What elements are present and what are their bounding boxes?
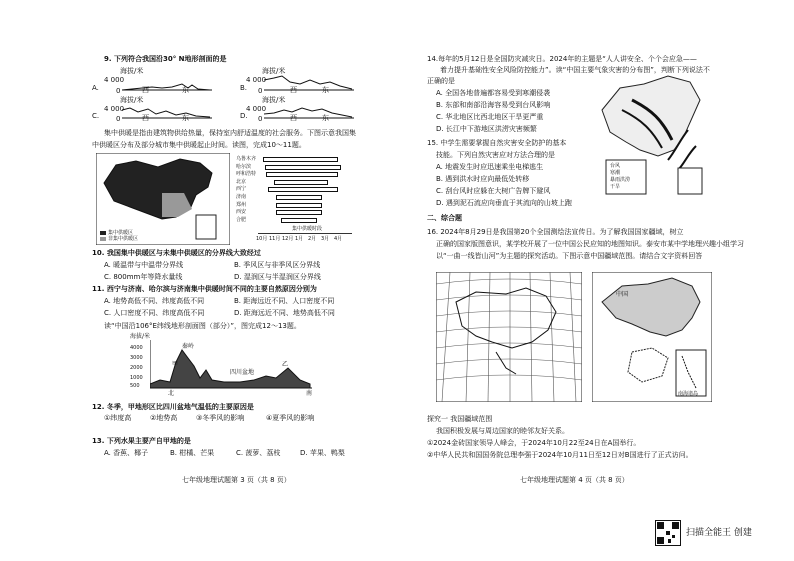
q12-option-4: ④夏季风的影响 <box>266 414 315 422</box>
chart-city-label: 哈尔滨 <box>236 163 252 170</box>
q15-option-d: D. 遇到泥石流应向垂直于其流向的山坡上跑 <box>436 199 572 207</box>
question-16-line3: 以“一曲一线皆山河”为主题的探究活动。下图示意中国疆域范围。请结合文字资料回答 <box>436 252 703 260</box>
q9-axis-label-c: 海拔/米 <box>120 96 144 104</box>
question-15-line2: 技能。下列自然灾害应对方法合理的是 <box>436 151 555 159</box>
q9-east-a: 东 <box>182 86 189 94</box>
chart-bar <box>276 210 322 215</box>
profile-line-a <box>122 70 212 92</box>
disaster-legend-typhoon: 台风 <box>610 163 621 169</box>
q9-west-d: 西 <box>290 114 297 122</box>
q10-option-b: B. 季风区与非季风区分界线 <box>234 261 321 269</box>
q9-axis-label-b: 海拔/米 <box>262 67 286 75</box>
chart-city-label: 郑州 <box>236 201 247 208</box>
profile-north: 北 <box>168 390 175 397</box>
profile-tick-2000: 2000 <box>130 365 143 371</box>
explore-1-title: 探究一 我国疆域范围 <box>427 415 493 423</box>
q10-option-a: A. 暖温带与中温带分界线 <box>104 261 184 269</box>
territory-grid-map <box>436 272 582 402</box>
explore-1-line3: ②中华人民共和国国务院总理李强于2024年10月11日至12日对B国进行了正式访问。 <box>427 451 693 459</box>
chart-city-label: 北京 <box>236 178 247 185</box>
profile-tick-500: 500 <box>130 383 140 389</box>
intro-heating-1: 集中供暖是指由建筑物供给热量，保持室内舒适温度的社会服务。下图示意我国集 <box>104 129 356 137</box>
footer-page-3: 七年级地理试题第 3 页（共 8 页） <box>182 476 291 484</box>
profile-south: 南 <box>306 390 313 397</box>
heating-bar-chart <box>236 153 352 245</box>
q12-option-3: ③冬季风的影响 <box>196 414 245 422</box>
chart-bar <box>266 172 338 177</box>
chart-month-label: 2月 <box>308 236 317 242</box>
q9-axis-label-d: 海拔/米 <box>262 96 286 104</box>
question-15-line1: 15. 中学生需要掌握自然灾害安全防护的基本 <box>427 139 567 147</box>
chart-bar <box>265 165 341 170</box>
question-10: 10. 我国集中供暖区与未集中供暖区的分界线大致经过 <box>92 249 261 257</box>
question-16-line2: 正确的国家版图意识，某学校开展了一位中国公民应知的地图知识。泰安市某中学地理兴趣小组学习 <box>436 240 744 248</box>
china-inset-map <box>592 272 712 402</box>
q9-zero-b: 0 <box>258 87 263 95</box>
chart-month-label: 4月 <box>334 236 343 242</box>
q14-option-a: A. 全国各地普遍都容易受到寒潮侵袭 <box>436 89 551 97</box>
map-legend-nonheating: 非集中供暖区 <box>108 236 139 242</box>
qr-code <box>655 520 681 546</box>
q13-option-c: C. 菠萝、荔枝 <box>236 449 281 457</box>
q14-option-b: B. 东部和南部沿海容易受到台风影响 <box>436 101 551 109</box>
q14-option-d: D. 长江中下游地区洪涝灾害频繁 <box>436 125 537 133</box>
territory-grid-svg <box>436 272 582 402</box>
q9-zero-c: 0 <box>116 115 121 123</box>
q14-option-c: C. 华北地区比西北地区干旱更严重 <box>436 113 544 121</box>
map-legend-heating: 集中供暖区 <box>108 230 134 236</box>
profile-label-sichuan: 四川盆地 <box>230 369 255 376</box>
q9-west-c: 西 <box>142 114 149 122</box>
chart-city-label: 济南 <box>236 194 247 200</box>
question-12: 12. 冬季，甲地形区比四川盆地气温低的主要原因是 <box>92 403 254 411</box>
q9-west-a: 西 <box>142 86 149 94</box>
q9-tick-c: 4 000 <box>104 105 125 113</box>
section-2-title: 二、综合题 <box>427 214 462 222</box>
q9-option-a: A. <box>92 84 99 92</box>
chart-bar <box>281 218 317 223</box>
question-9: 9. 下列符合我国沿30° N地形剖面的是 <box>104 55 227 63</box>
q11-option-a: A. 地势高低不同、纬度高低不同 <box>104 297 205 305</box>
profile-label-qinling: 秦岭 <box>182 343 195 350</box>
q10-option-c: C. 800mm年等降水量线 <box>104 273 183 281</box>
disaster-legend-flood: 暴雨洪涝 <box>610 177 631 183</box>
profile-tick-3000: 3000 <box>130 355 143 361</box>
profile-106e <box>130 332 330 396</box>
profile-line-c <box>122 98 212 120</box>
qr-code-svg <box>656 521 680 545</box>
q9-option-d: D. <box>240 112 248 120</box>
q9-zero-a: 0 <box>116 87 121 95</box>
question-16-line1: 16. 2024年8月29日是我国第20个全国测绘法宣传日。为了解我国国家疆域，树立 <box>427 228 684 236</box>
chart-city-label: 呼和浩特 <box>236 171 257 178</box>
disaster-legend-coldwave: 寒潮 <box>610 170 621 176</box>
profile-tick-1000: 1000 <box>130 375 143 381</box>
china-inset-svg <box>592 272 712 402</box>
q9-tick-b: 4 000 <box>246 76 267 84</box>
inset-south-sea-label: 南海诸岛 <box>678 391 699 397</box>
chart-month-label: 1月 <box>295 236 304 242</box>
q9-east-c: 东 <box>182 114 189 122</box>
footer-page-4: 七年级地理试题第 4 页（共 8 页） <box>520 476 629 484</box>
q9-tick-d: 4 000 <box>246 105 267 113</box>
question-13: 13. 下列水果主要产自甲地的是 <box>92 437 191 445</box>
q13-option-d: D. 苹果、鸭梨 <box>300 449 345 457</box>
chart-bar <box>276 195 322 200</box>
question-14-line2: 着力提升基础性安全风险防控能力”。读“中国主要气象灾害的分布图”，判断下列说法不 <box>440 66 710 74</box>
inset-china-label: 中国 <box>616 291 629 298</box>
explore-1-line1: 我国积极发展与周边国家的睦邻友好关系。 <box>436 427 569 435</box>
q9-east-d: 东 <box>322 114 329 122</box>
chart-legend: 集中供暖时段 <box>292 226 323 232</box>
profile-axis-label: 海拔/米 <box>130 333 151 340</box>
q9-west-b: 西 <box>290 86 297 94</box>
chart-bar <box>274 180 328 185</box>
profile-label-yi: 乙 <box>282 361 289 368</box>
explore-1-line2: ①2024金砖国家领导人峰会，于2024年10月22至24日在A国举行。 <box>427 439 641 447</box>
q10-option-d: D. 湿润区与半湿润区分界线 <box>234 273 321 281</box>
question-14-line1: 14.每年的5月12日是全国防灾减灾日。2024年的主题是“人人讲安全、个个会应急—— <box>427 55 697 63</box>
q11-option-c: C. 人口密度不同、纬度高低不同 <box>104 309 205 317</box>
chart-month-label: 12月 <box>282 236 294 242</box>
chart-city-label: 乌鲁木齐 <box>236 156 257 162</box>
q15-option-b: B. 遇到洪水时应向最低处转移 <box>436 175 530 183</box>
q11-option-b: B. 距海远近不同、人口密度不同 <box>234 297 335 305</box>
disaster-legend-drought: 干旱 <box>610 184 621 190</box>
q9-option-c: C. <box>92 112 100 120</box>
q13-option-a: A. 香蕉、椰子 <box>104 449 149 457</box>
chart-bar <box>276 203 322 208</box>
q11-option-d: D. 距海远近不同、地势高低不同 <box>234 309 335 317</box>
q9-east-b: 东 <box>322 86 329 94</box>
chart-bar <box>263 157 338 162</box>
chart-bar <box>268 187 338 192</box>
chart-city-label: 西宁 <box>236 186 247 193</box>
heating-map <box>96 153 230 245</box>
profile-label-jia: 甲 <box>172 361 179 368</box>
chart-city-label: 西安 <box>236 209 247 216</box>
question-14-line3: 正确的是 <box>427 77 455 85</box>
profile-tick-4000: 4000 <box>130 345 143 351</box>
intro-profile: 读“中国沿106°E纬线地形剖面图（部分）”，图完成12～13题。 <box>104 322 301 330</box>
q15-option-a: A. 地震发生时应迅速乘坐电梯逃生 <box>436 163 544 171</box>
chart-month-label: 10月 <box>256 236 268 242</box>
q9-zero-d: 0 <box>258 115 263 123</box>
q12-option-1: ①纬度高 <box>104 414 132 422</box>
q15-option-c: C. 刮台风时应躲在大树广告牌下避风 <box>436 187 551 195</box>
intro-heating-2: 中供暖区分布及部分城市集中供暖起止时间。读图，完成10～11题。 <box>92 141 306 149</box>
chart-month-label: 3月 <box>321 236 330 242</box>
profile-line-b <box>264 70 354 92</box>
chart-month-label: 11月 <box>269 236 281 242</box>
question-11: 11. 西宁与济南、哈尔滨与济南集中供暖时间不同的主要自然原因分别为 <box>92 285 317 293</box>
q13-option-b: B. 柑橘、芒果 <box>170 449 215 457</box>
profile-line-d <box>264 98 354 120</box>
q9-axis-label-a: 海拔/米 <box>120 67 144 75</box>
watermark-text: 扫描全能王 创建 <box>686 528 752 538</box>
q9-tick-a: 4 000 <box>104 76 125 84</box>
q12-option-2: ②地势高 <box>150 414 178 422</box>
q9-option-b: B. <box>240 84 248 92</box>
chart-city-label: 合肥 <box>236 216 247 223</box>
disaster-map <box>592 70 710 198</box>
